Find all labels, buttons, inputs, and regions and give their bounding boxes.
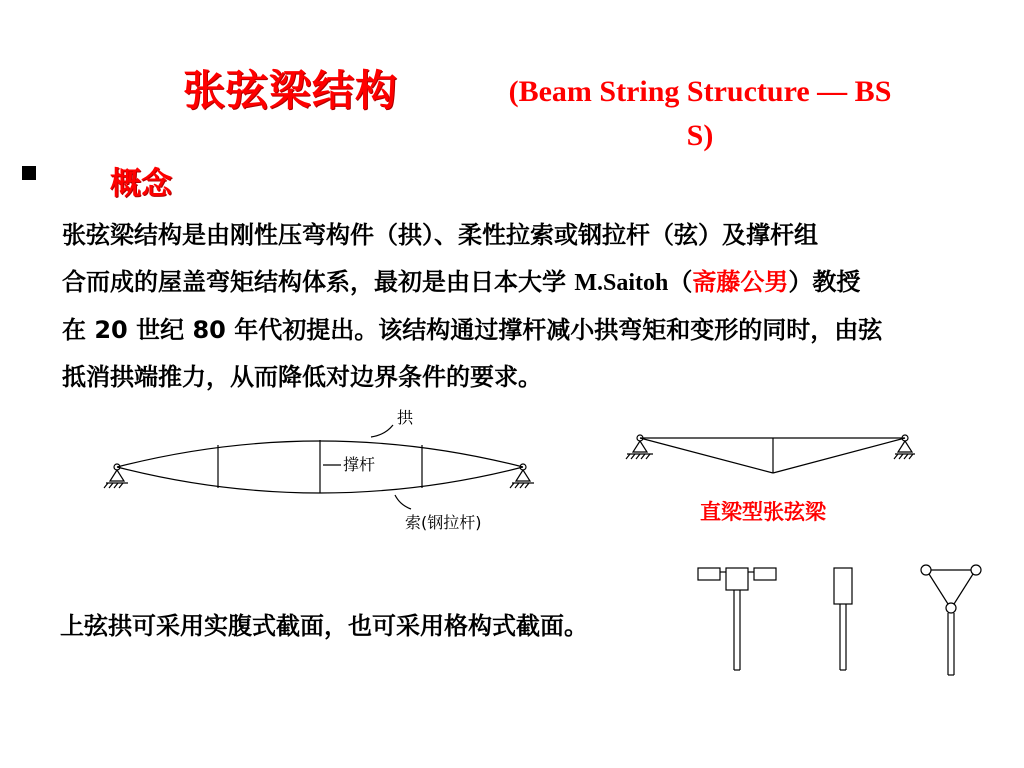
paragraph-line-4: 抵消拱端推力，从而降低对边界条件的要求。: [62, 363, 542, 391]
straight-beam-label: 直梁型张弦梁: [700, 500, 826, 524]
paragraph-line-2-a: 合而成的屋盖弯矩结构体系，最初是由日本大学: [62, 268, 575, 296]
cable-label: 索(钢拉杆): [405, 513, 482, 532]
lattice-section: [921, 565, 981, 675]
paragraph-line-1: 张弦梁结构是由刚性压弯构件（拱）、柔性拉索或钢拉杆（弦）及撑杆组: [62, 221, 818, 249]
cable-left: [640, 438, 773, 473]
page-subtitle-en: [480, 70, 920, 158]
section-description: 上弦拱可采用实腹式截面，也可采用格构式截面。: [60, 612, 588, 640]
arch-label: 拱: [397, 408, 414, 427]
cross-section-sketches: [690, 560, 990, 685]
solid-web-section: [698, 568, 776, 670]
box-section: [834, 568, 852, 670]
straight-beam-string-diagram: [615, 425, 920, 485]
arch-beam-string-diagram: [95, 395, 535, 545]
subtitle-line-2: S): [686, 119, 714, 152]
subtitle-line-1: (Beam String Structure — BS: [508, 75, 892, 108]
bullet-square-icon: [22, 166, 36, 180]
paragraph-line-2-d: ）教授: [788, 268, 861, 296]
author-name: M.Saitoh: [574, 270, 669, 296]
paragraph-line-2-c: （: [668, 268, 693, 296]
section-heading: 概念: [110, 166, 172, 202]
cable-leader: [395, 495, 411, 509]
concept-paragraph: [62, 212, 1007, 401]
strut-label: 撑杆: [343, 455, 376, 474]
page-title: 张弦梁结构: [183, 66, 399, 115]
author-name-cn: 斋藤公男: [692, 268, 789, 296]
arch-leader: [371, 425, 393, 437]
paragraph-line-2: [62, 259, 1007, 307]
paragraph-line-3: 在 20 世纪 80 年代初提出。该结构通过撑杆减小拱弯矩和变形的同时，由弦: [62, 316, 883, 344]
cable-right: [773, 438, 905, 473]
